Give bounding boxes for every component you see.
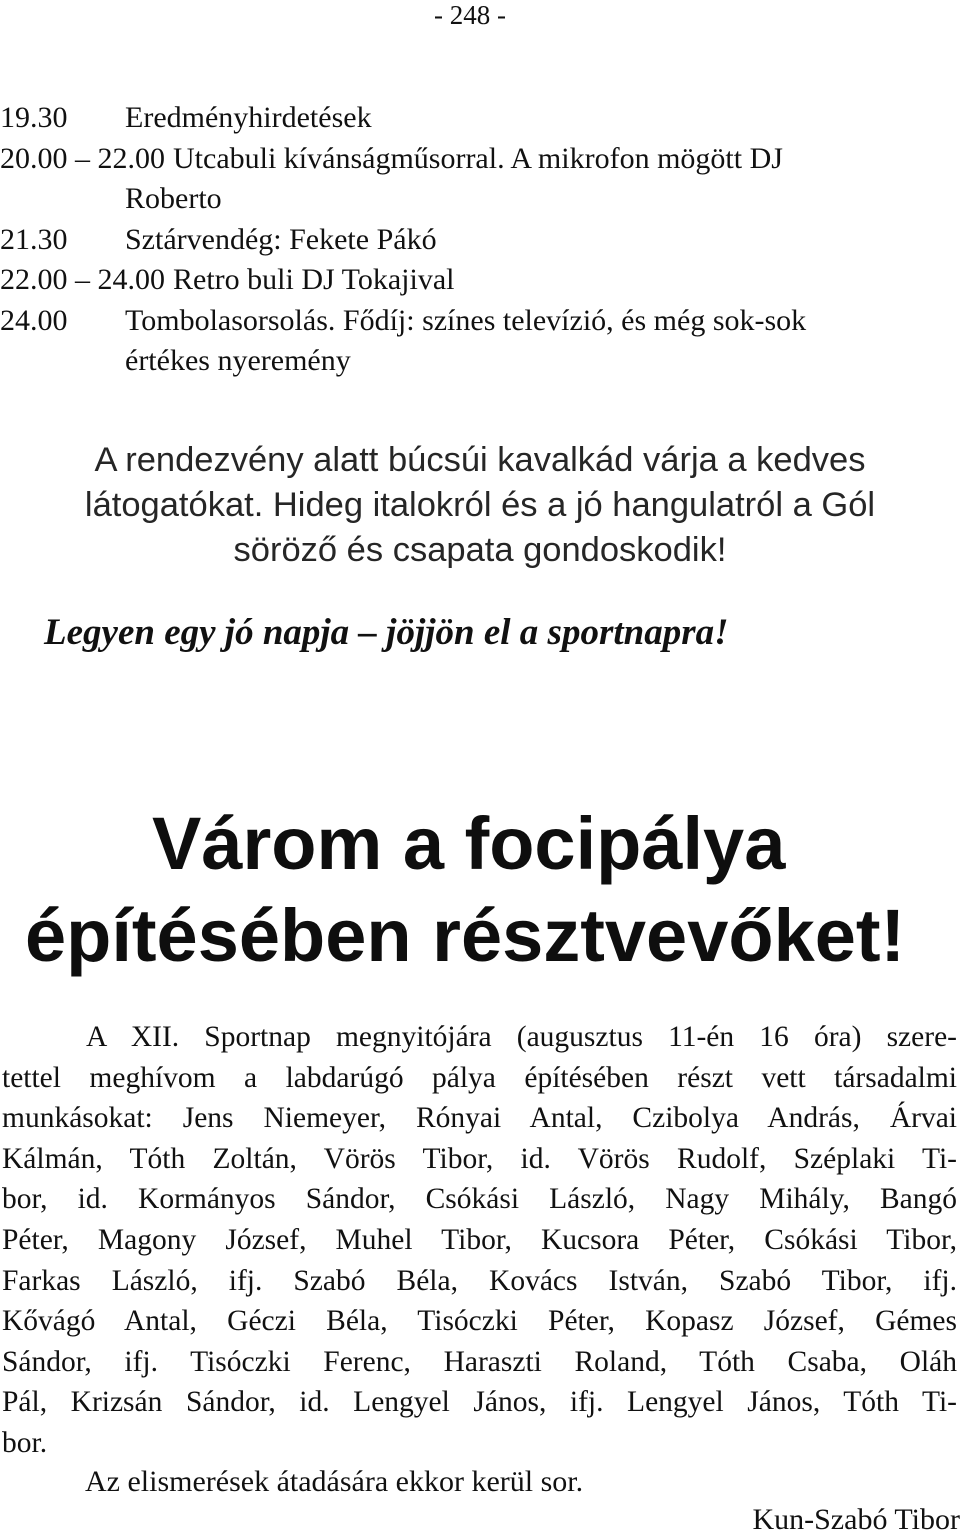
paragraph-line: Pál, Krizsán Sándor, id. Lengyel János, ifj. Lengyel János, Tóth Ti- (2, 1386, 957, 1419)
paragraph-line: Farkas László, ifj. Szabó Béla, Kovács István, Szabó Tibor, ifj. (2, 1264, 957, 1297)
headline (0, 798, 960, 982)
slogan: Legyen egy jó napja – jöjjön el a sportnapra! (44, 612, 729, 653)
schedule-description-continued: Roberto (125, 182, 222, 215)
headline-line: építésében résztvevőket! (25, 894, 906, 977)
announcement-line: A rendezvény alatt búcsúi kavalkád várja a kedves (94, 441, 866, 479)
paragraph-line: A XII. Sportnap megnyitójára (augusztus 11-én 16 óra) szere- (86, 1021, 957, 1053)
author-signature: Kun-Szabó Tibor (752, 1503, 960, 1536)
schedule-time: 19.30 (0, 101, 68, 134)
paragraph-line: bor. (2, 1426, 48, 1459)
schedule-description-continued: értékes nyeremény (125, 344, 351, 377)
page-number: - 248 - (434, 0, 506, 30)
announcement-line: látogatókat. Hideg italokról és a jó hangulatról a Gól (84, 486, 876, 524)
schedule-time: 24.00 (0, 303, 68, 337)
closing-sentence: Az elismerések átadására ekkor kerül sor. (85, 1465, 584, 1498)
schedule-description: Retro buli DJ Tokajival (173, 263, 455, 296)
headline-line: Várom a focipálya (152, 802, 786, 885)
schedule-description: Eredményhirdetések (125, 101, 372, 134)
announcement-line: söröző és csapata gondoskodik! (233, 531, 727, 569)
schedule-description: Sztárvendég: Fekete Pákó (125, 222, 437, 256)
paragraph-line: Kálmán, Tóth Zoltán, Vörös Tibor, id. Vörös Rudolf, Széplaki Ti- (2, 1142, 957, 1175)
schedule-item (0, 98, 960, 139)
paragraph-line: munkásokat: Jens Niemeyer, Rónyai Antal, Czibolya András, Árvai (2, 1102, 957, 1135)
schedule-item (0, 260, 960, 301)
paragraph-line: Kővágó Antal, Géczi Béla, Tisóczki Péter, Kopasz József, Gémes (2, 1305, 957, 1338)
paragraph-line: tettel meghívom a labdarúgó pálya építésében részt vett társadalmi (2, 1061, 957, 1094)
schedule-time: 21.30 (0, 222, 68, 256)
schedule-item (0, 301, 960, 342)
paragraph-line: bor, id. Kormányos Sándor, Csókási László, Nagy Mihály, Bangó (2, 1183, 957, 1216)
schedule-time: 20.00 – 22.00 (0, 141, 165, 175)
schedule-description: Tombolasorsolás. Fődíj: színes televízió, és még sok-sok (125, 303, 807, 337)
schedule-time: 22.00 – 24.00 (0, 263, 165, 296)
paragraph-line: Péter, Magony József, Muhel Tibor, Kucsora Péter, Csókási Tibor, (2, 1223, 957, 1256)
event-schedule (0, 98, 960, 382)
schedule-description: Utcabuli kívánságműsorral. A mikrofon mögött DJ (173, 141, 783, 175)
invitation-paragraph (2, 1017, 957, 1464)
schedule-item (0, 220, 960, 261)
paragraph-line: Sándor, ifj. Tisóczki Ferenc, Haraszti Roland, Tóth Csaba, Oláh (2, 1345, 957, 1378)
announcement-paragraph (0, 438, 960, 573)
schedule-item (0, 139, 960, 180)
